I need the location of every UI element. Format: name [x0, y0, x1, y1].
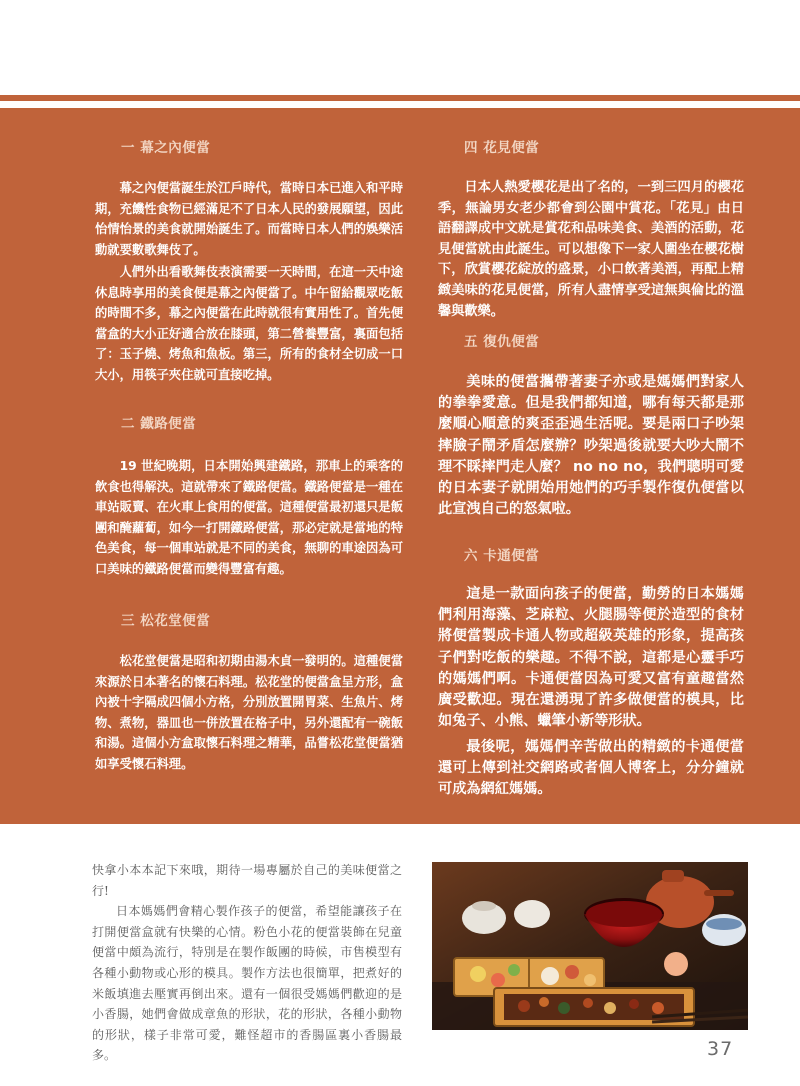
section-heading-1: 一 幕之內便當: [121, 140, 211, 156]
section-6-paragraph-1: 這是一款面向孩子的便當，勤勞的日本媽媽們利用海藻、芝麻粒、火腿腸等便於造型的食材將便當製成卡通人物或超級英雄的形象，提高孩子們對吃飯的樂趣。不得不說，這都是心靈手巧的媽媽們啊。卡通便當因為可愛又富有童趣當然廣受歡迎。現在還湧現了許多做便當的模具，比如兔子、小熊、蠟筆小新等形狀。: [438, 586, 744, 730]
section-heading-5: 五 復仇便當: [464, 334, 540, 350]
section-2-paragraph-1: 19 世紀晚期，日本開始興建鐵路，那車上的乘客的飲食也得解決。這就帶來了鐵路便當。鐵路便當是一種在車站販賣、在火車上食用的便當。這種便當最初還只是飯團和醃蘿蔔，如今一打開鐵路便當，那必定就是當地的特色美食，每一個車站就是不同的美食，無聊的車途因為可口美味的鐵路便當而變得豐富有趣。: [95, 459, 403, 576]
section-heading-3: 三 松花堂便當: [121, 613, 211, 629]
section-6-paragraph-2: 最後呢，媽媽們辛苦做出的精緻的卡通便當還可上傳到社交網路或者個人博客上，分分鐘就可成為網紅媽媽。: [438, 739, 744, 798]
section-heading-6: 六 卡通便當: [464, 548, 540, 564]
article-panel: [0, 108, 800, 824]
bottom-intro-line: 快拿小本本記下來哦，期待一場專屬於自己的美味便當之行!: [92, 863, 402, 898]
section-5-paragraph-1: 美味的便當攜帶著妻子亦或是媽媽們對家人的拳拳愛意。但是我們都知道，哪有每天都是那麼順心順意的爽歪歪過生活呢。要是兩口子吵架摔臉子鬧矛盾怎麼辦？吵架過後就要大吵大鬧不理不睬摔門走人麼？ no no no，我們聰明可愛的日本妻子就開始用她們的巧手製作復仇便當以此宣洩自己的怒氣啦。: [438, 374, 744, 518]
section-3-paragraph-1: 松花堂便當是昭和初期由湯木貞一發明的。這種便當來源於日本著名的懷石料理。松花堂的便當盒呈方形，盒內被十字隔成四個小方格，分別放置開胃菜、生魚片、烤物、煮物，器皿也一併放置在格子中，另外還配有一碗飯和湯。這個小方盒取懷石料理之精華，品嘗松花堂便當猶如享受懷石料理。: [95, 654, 403, 771]
section-1-paragraph-1: 幕之內便當誕生於江戶時代，當時日本已進入和平時期，充饑性食物已經滿足不了日本人民的發展願望，因此怡情怡景的美食就開始誕生了。而當時日本人們的娛樂活動就要數歌舞伎了。: [95, 181, 403, 257]
section-heading-4: 四 花見便當: [464, 140, 540, 156]
bottom-paragraph: 日本媽媽們會精心製作孩子的便當，希望能讓孩子在打開便當盒就有快樂的心情。粉色小花的便當裝飾在兒童便當中頗為流行，特別是在製作飯團的時候，市售模型有各種小動物或心形的模具。製作方法也很簡單，把煮好的米飯填進去壓實再倒出來。還有一個很受媽媽們歡迎的是小香腸，她們會做成章魚的形狀，花的形狀，各種小動物的形狀，樣子非常可愛，難怪超市的香腸區裏小香腸最多。: [92, 904, 402, 1063]
section-heading-2: 二 鐵路便當: [121, 416, 197, 432]
section-1-paragraph-2: 人們外出看歌舞伎表演需要一天時間，在這一天中途休息時享用的美食便是幕之內便當了。中午留給觀眾吃飯的時間不多，幕之內便當在此時就很有實用性了。首先便當盒的大小正好適合放在膝頭，第二營養豐富，裏面包括了：玉子燒、烤魚和魚板。第三，所有的食材全切成一口大小，用筷子夾住就可直接吃掉。: [95, 265, 403, 382]
page-number: 37: [707, 1038, 734, 1060]
bento-photo: [432, 862, 748, 1030]
bottom-body-text: [92, 860, 402, 1066]
top-rule: [0, 95, 800, 101]
bento-photo-illustration: [432, 862, 748, 1030]
section-4-paragraph-1: 日本人熱愛櫻花是出了名的，一到三四月的櫻花季，無論男女老少都會到公園中賞花。「花見」由日語翻譯成中文就是賞花和品味美食、美酒的活動，花見便當就由此誕生。可以想像下一家人圍坐在櫻花樹下，欣賞櫻花綻放的盛景，小口飲著美酒，再配上精緻美味的花見便當，所有人盡情享受這無與倫比的溫馨與歡樂。: [438, 180, 744, 319]
